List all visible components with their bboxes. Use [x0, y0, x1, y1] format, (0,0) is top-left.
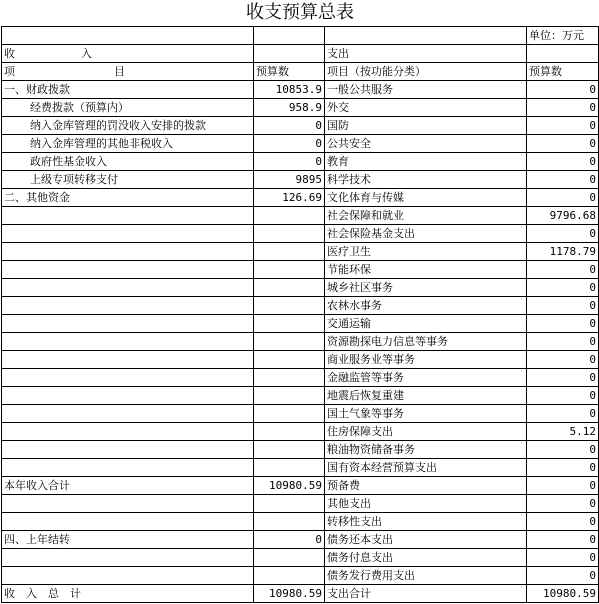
expense-amount-cell: 5.12 — [527, 423, 599, 441]
income-amount-cell: 10853.9 — [254, 81, 325, 99]
table-row — [2, 171, 599, 189]
income-item-cell — [2, 387, 254, 405]
table-row — [2, 495, 599, 513]
page-title: 收支预算总表 — [2, 0, 599, 27]
expense-item-cell: 教育 — [325, 153, 527, 171]
expense-item-cell: 一般公共服务 — [325, 81, 527, 99]
table-row — [2, 333, 599, 351]
expense-amount-cell: 0 — [527, 279, 599, 297]
income-item-cell — [2, 459, 254, 477]
income-amount-cell — [254, 315, 325, 333]
table-row — [2, 189, 599, 207]
income-amount-cell — [254, 423, 325, 441]
table-row — [2, 135, 599, 153]
expense-amount-cell: 0 — [527, 513, 599, 531]
expense-amount-cell: 0 — [527, 333, 599, 351]
income-amount-cell — [254, 225, 325, 243]
income-item-cell — [2, 549, 254, 567]
unit-label: 单位：万元 — [527, 27, 599, 45]
income-item-cell: 上级专项转移支付 — [2, 171, 254, 189]
expense-item-cell: 债务发行费用支出 — [325, 567, 527, 585]
table-row — [2, 477, 599, 495]
expense-item-cell: 商业服务业等事务 — [325, 351, 527, 369]
income-amount-cell — [254, 279, 325, 297]
income-amount-cell: 126.69 — [254, 189, 325, 207]
table-row — [2, 405, 599, 423]
expense-amount-cell: 0 — [527, 261, 599, 279]
title-row — [2, 0, 599, 27]
expense-item-cell: 医疗卫生 — [325, 243, 527, 261]
expense-amount-cell: 0 — [527, 567, 599, 585]
expense-item-cell: 支出合计 — [325, 585, 527, 603]
income-amount-cell — [254, 387, 325, 405]
income-item-cell — [2, 261, 254, 279]
income-item-cell — [2, 495, 254, 513]
income-item-column-header: 项 目 — [2, 63, 254, 81]
expense-amount-cell: 0 — [527, 351, 599, 369]
income-amount-cell — [254, 567, 325, 585]
expense-item-cell: 金融监管等事务 — [325, 369, 527, 387]
expense-amount-cell: 0 — [527, 297, 599, 315]
expense-item-cell: 地震后恢复重建 — [325, 387, 527, 405]
expense-amount-cell: 0 — [527, 117, 599, 135]
income-amount-cell — [254, 243, 325, 261]
expense-item-cell: 科学技术 — [325, 171, 527, 189]
income-item-cell: 二、其他资金 — [2, 189, 254, 207]
expense-item-cell: 粮油物资储备事务 — [325, 441, 527, 459]
table-row — [2, 459, 599, 477]
table-row — [2, 261, 599, 279]
table-row — [2, 387, 599, 405]
expense-amount-cell: 0 — [527, 459, 599, 477]
income-item-cell: 本年收入合计 — [2, 477, 254, 495]
income-amount-cell: 0 — [254, 135, 325, 153]
table-row — [2, 81, 599, 99]
income-item-cell — [2, 369, 254, 387]
expense-item-cell: 预备费 — [325, 477, 527, 495]
income-item-cell — [2, 333, 254, 351]
income-amount-cell: 0 — [254, 153, 325, 171]
empty-cell — [254, 45, 325, 63]
income-header: 收 入 — [2, 45, 254, 63]
expense-item-cell: 转移性支出 — [325, 513, 527, 531]
expense-item-cell: 城乡社区事务 — [325, 279, 527, 297]
expense-item-cell: 其他支出 — [325, 495, 527, 513]
income-item-cell — [2, 279, 254, 297]
expense-amount-cell: 0 — [527, 495, 599, 513]
column-header-row — [2, 63, 599, 81]
table-row — [2, 531, 599, 549]
table-row — [2, 225, 599, 243]
unit-row — [2, 27, 599, 45]
income-amount-cell: 0 — [254, 117, 325, 135]
income-item-cell — [2, 297, 254, 315]
expense-item-cell: 社会保险基金支出 — [325, 225, 527, 243]
empty-cell — [527, 45, 599, 63]
table-row — [2, 441, 599, 459]
income-amount-cell — [254, 369, 325, 387]
expense-amount-cell: 0 — [527, 405, 599, 423]
income-item-cell: 经费拨款（预算内） — [2, 99, 254, 117]
income-item-cell: 四、上年结转 — [2, 531, 254, 549]
expense-amount-cell: 9796.68 — [527, 207, 599, 225]
table-row — [2, 351, 599, 369]
expense-item-cell: 住房保障支出 — [325, 423, 527, 441]
expense-item-cell: 公共安全 — [325, 135, 527, 153]
income-amount-cell — [254, 405, 325, 423]
expense-amount-cell: 0 — [527, 369, 599, 387]
income-item-cell: 政府性基金收入 — [2, 153, 254, 171]
table-row — [2, 153, 599, 171]
table-row — [2, 315, 599, 333]
expense-item-cell: 资源勘探电力信息等事务 — [325, 333, 527, 351]
income-amount-cell — [254, 441, 325, 459]
empty-cell — [254, 27, 325, 45]
empty-cell — [2, 27, 254, 45]
income-amount-cell: 958.9 — [254, 99, 325, 117]
income-item-cell — [2, 405, 254, 423]
expense-item-cell: 国有资本经营预算支出 — [325, 459, 527, 477]
table-row — [2, 549, 599, 567]
table-row — [2, 423, 599, 441]
expense-amount-cell: 0 — [527, 477, 599, 495]
expense-item-cell: 交通运输 — [325, 315, 527, 333]
table-row — [2, 297, 599, 315]
empty-cell — [325, 27, 527, 45]
income-item-cell — [2, 441, 254, 459]
expense-header: 支出 — [325, 45, 527, 63]
budget-table — [1, 0, 599, 603]
income-amount-cell — [254, 459, 325, 477]
expense-item-cell: 债务付息支出 — [325, 549, 527, 567]
expense-amount-cell: 0 — [527, 135, 599, 153]
income-item-cell: 纳入金库管理的罚没收入安排的拨款 — [2, 117, 254, 135]
expense-item-cell: 文化体育与传媒 — [325, 189, 527, 207]
income-item-cell: 一、财政拨款 — [2, 81, 254, 99]
income-item-cell — [2, 243, 254, 261]
income-amount-cell — [254, 351, 325, 369]
table-row — [2, 369, 599, 387]
expense-item-cell: 农林水事务 — [325, 297, 527, 315]
income-item-cell — [2, 567, 254, 585]
expense-amount-cell: 0 — [527, 315, 599, 333]
income-amount-cell — [254, 297, 325, 315]
income-amount-cell — [254, 261, 325, 279]
table-row — [2, 243, 599, 261]
income-amount-cell — [254, 333, 325, 351]
expense-amount-cell: 1178.79 — [527, 243, 599, 261]
income-amount-cell: 10980.59 — [254, 585, 325, 603]
income-item-cell — [2, 315, 254, 333]
income-item-cell: 纳入金库管理的其他非税收入 — [2, 135, 254, 153]
expense-amount-cell: 0 — [527, 189, 599, 207]
table-row — [2, 99, 599, 117]
table-row — [2, 207, 599, 225]
table-row — [2, 513, 599, 531]
expense-item-cell: 外交 — [325, 99, 527, 117]
expense-amount-cell: 0 — [527, 225, 599, 243]
expense-amount-cell: 0 — [527, 531, 599, 549]
expense-amount-cell: 0 — [527, 171, 599, 189]
expense-amount-cell: 0 — [527, 81, 599, 99]
income-item-cell — [2, 423, 254, 441]
table-row — [2, 117, 599, 135]
expense-item-cell: 债务还本支出 — [325, 531, 527, 549]
income-amount-column-header: 预算数 — [254, 63, 325, 81]
expense-item-cell: 节能环保 — [325, 261, 527, 279]
expense-amount-cell: 0 — [527, 387, 599, 405]
income-item-cell — [2, 351, 254, 369]
table-row — [2, 585, 599, 603]
expense-amount-cell: 10980.59 — [527, 585, 599, 603]
income-amount-cell — [254, 207, 325, 225]
expense-amount-cell: 0 — [527, 549, 599, 567]
expense-amount-column-header: 预算数 — [527, 63, 599, 81]
income-amount-cell: 9895 — [254, 171, 325, 189]
income-amount-cell — [254, 549, 325, 567]
income-item-cell — [2, 207, 254, 225]
expense-item-cell: 国土气象等事务 — [325, 405, 527, 423]
income-item-cell — [2, 225, 254, 243]
section-header-row — [2, 45, 599, 63]
income-amount-cell — [254, 513, 325, 531]
expense-item-cell: 社会保障和就业 — [325, 207, 527, 225]
expense-amount-cell: 0 — [527, 153, 599, 171]
expense-item-cell: 国防 — [325, 117, 527, 135]
expense-amount-cell: 0 — [527, 441, 599, 459]
income-amount-cell: 10980.59 — [254, 477, 325, 495]
expense-item-column-header: 项目（按功能分类） — [325, 63, 527, 81]
table-row — [2, 279, 599, 297]
expense-amount-cell: 0 — [527, 99, 599, 117]
income-amount-cell — [254, 495, 325, 513]
income-item-cell — [2, 513, 254, 531]
income-item-cell: 收 入 总 计 — [2, 585, 254, 603]
income-amount-cell: 0 — [254, 531, 325, 549]
table-row — [2, 567, 599, 585]
